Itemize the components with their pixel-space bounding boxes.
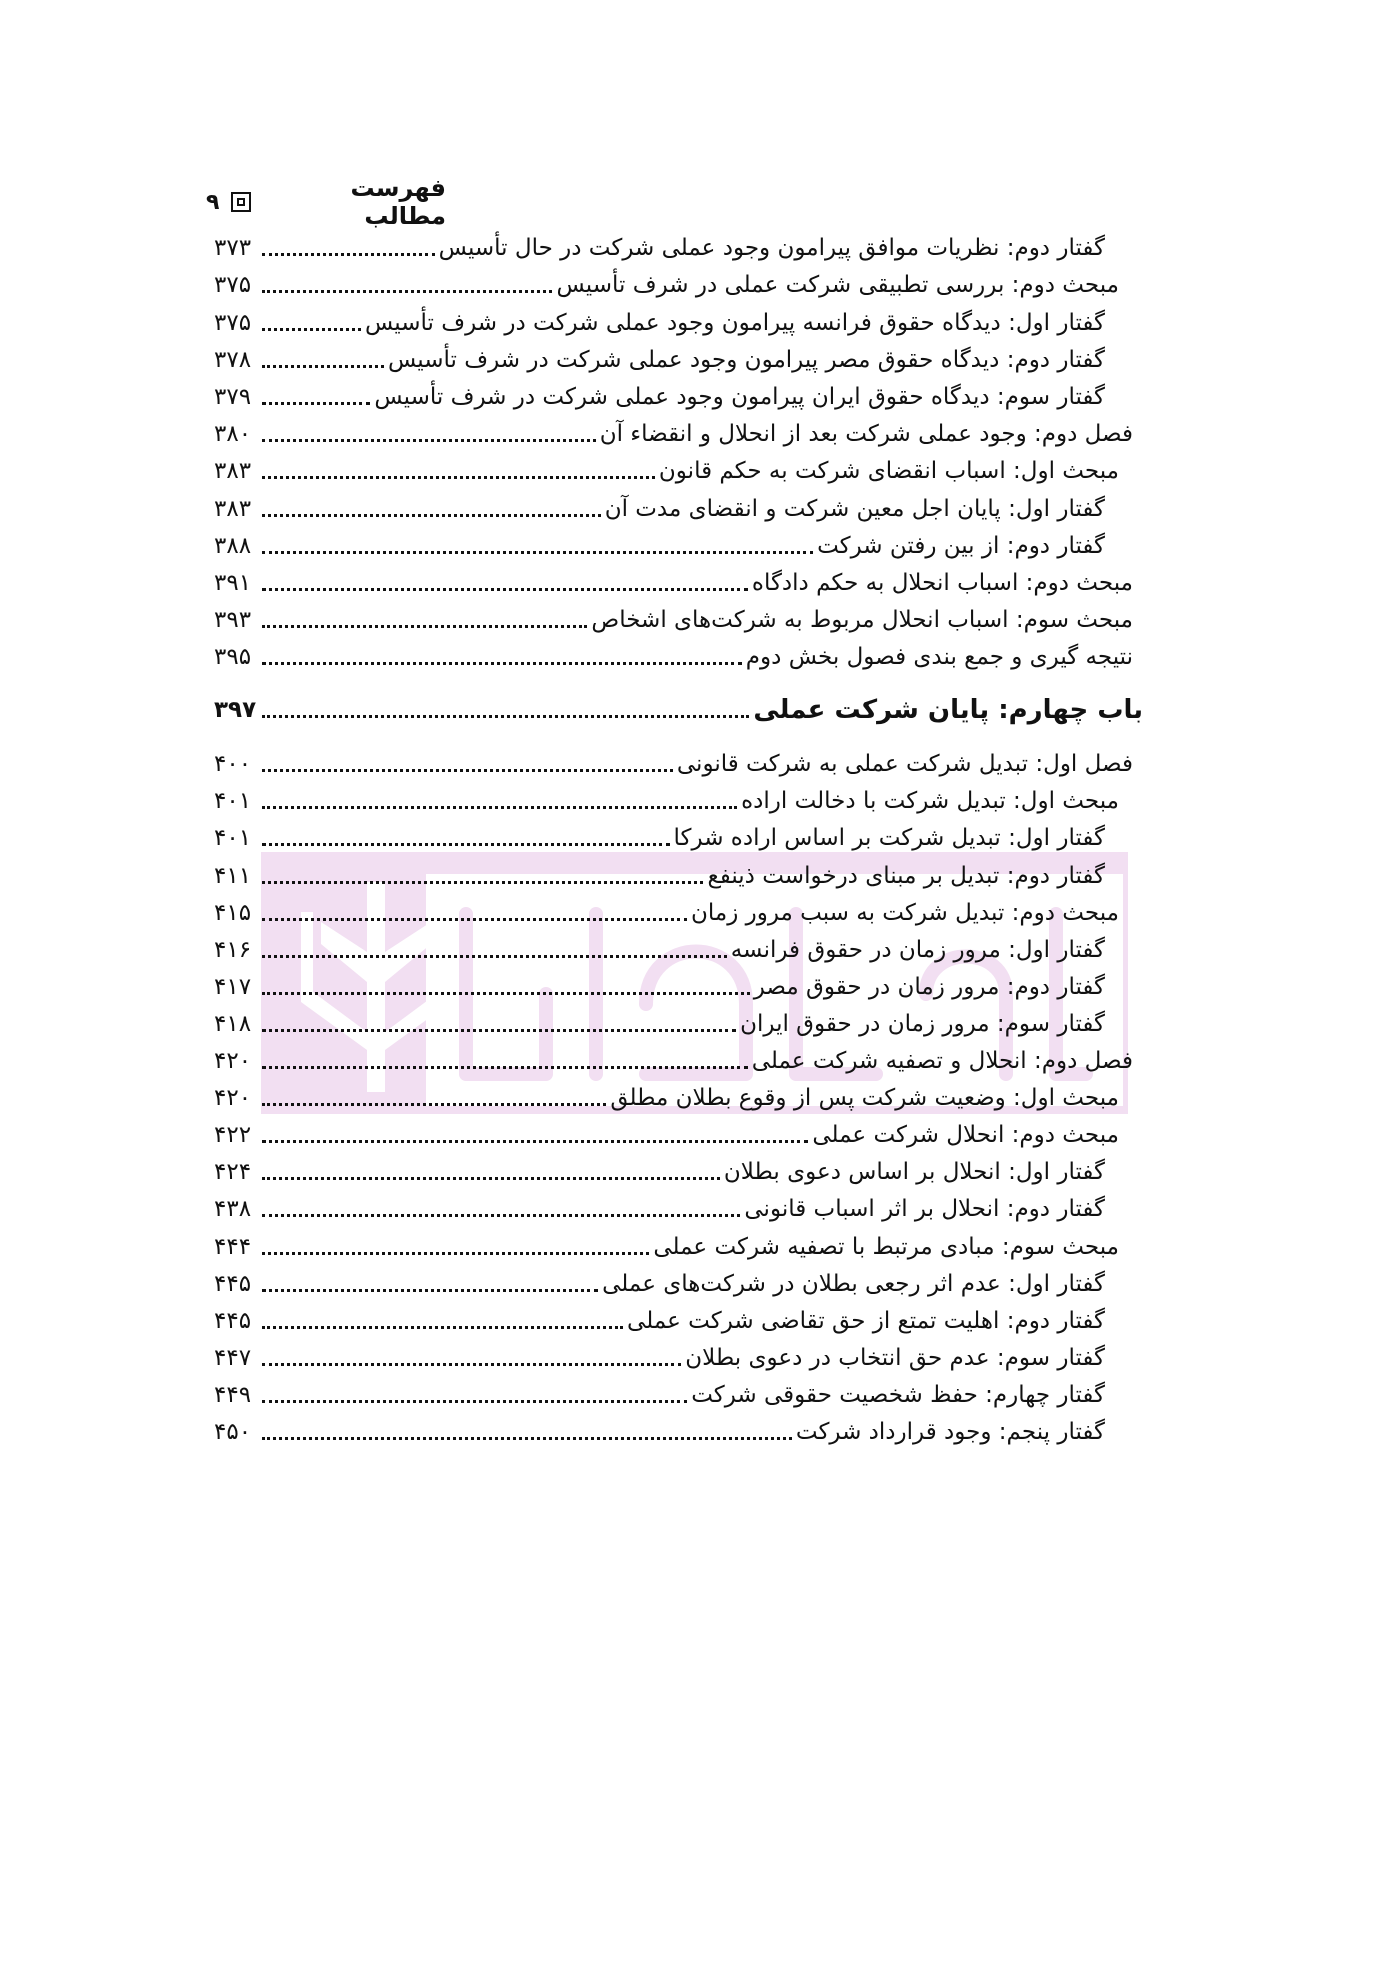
toc-entry[interactable] <box>214 964 1133 1002</box>
toc-entry-page: ۴۴۷ <box>214 1345 252 1371</box>
dot-leader <box>262 843 670 846</box>
toc-entry[interactable] <box>214 1261 1133 1299</box>
toc-entry-page: ۴۱۷ <box>214 974 252 1000</box>
toc-entry[interactable] <box>214 890 1133 928</box>
toc-entry[interactable] <box>214 778 1133 816</box>
toc-entry-page: ۳۹۵ <box>214 644 252 670</box>
toc-entry-page: ۳۷۳ <box>214 235 252 261</box>
toc-entry[interactable] <box>214 262 1133 300</box>
header-page-number: ۹ <box>206 189 220 215</box>
toc-entry[interactable] <box>214 337 1133 375</box>
toc-entry[interactable] <box>214 411 1133 449</box>
toc-entry-title: گفتار اول: تبدیل شرکت بر اساس اراده شرکا <box>673 825 1105 851</box>
toc-entry-page: ۳۸۳ <box>214 496 252 522</box>
dot-leader <box>262 290 552 293</box>
dot-leader <box>262 769 673 772</box>
toc-entry[interactable] <box>214 927 1133 965</box>
toc-entry-page: ۳۹۱ <box>214 570 252 596</box>
toc-entry-page: ۴۴۹ <box>214 1382 252 1408</box>
dot-leader <box>262 881 703 884</box>
toc-entry[interactable] <box>214 1186 1133 1224</box>
toc-entry[interactable] <box>214 225 1133 263</box>
toc-entry-title: مبحث دوم: اسباب انحلال به حکم دادگاه <box>751 570 1133 596</box>
toc-entry-page: ۳۸۳ <box>214 458 252 484</box>
toc-entry-title: گفتار اول: دیدگاه حقوق فرانسه پیرامون وجود عملی شرکت در شرف تأسیس <box>364 310 1105 336</box>
dot-leader <box>262 253 435 256</box>
toc-entry[interactable] <box>214 1001 1133 1039</box>
dot-leader <box>262 1326 623 1329</box>
toc-entry[interactable] <box>214 1075 1133 1113</box>
toc-entry-page: ۴۳۸ <box>214 1196 252 1222</box>
toc-entry-title: گفتار دوم: اهلیت تمتع از حق تقاضی شرکت عملی <box>627 1308 1105 1334</box>
toc-entry[interactable] <box>214 1335 1133 1373</box>
running-header <box>206 174 446 230</box>
toc-entry[interactable] <box>214 1409 1133 1447</box>
toc-entry-page: ۳۷۹ <box>214 384 252 410</box>
toc-entry-page: ۳۸۸ <box>214 533 252 559</box>
dot-leader <box>262 1289 598 1292</box>
toc-entry-title: مبحث دوم: بررسی تطبیقی شرکت عملی در شرف تأسیس <box>556 272 1119 298</box>
toc-entry-title: گفتار دوم: نظریات موافق پیرامون وجود عملی شرکت در حال تأسیس <box>438 235 1105 261</box>
toc-entry-title: مبحث دوم: تبدیل شرکت به سبب مرور زمان <box>690 900 1119 926</box>
dot-leader <box>262 365 384 368</box>
dot-leader <box>262 625 587 628</box>
dot-leader <box>262 1363 681 1366</box>
dot-leader <box>262 1103 606 1106</box>
toc-entry-page: ۴۰۱ <box>214 825 252 851</box>
dot-leader <box>262 715 749 718</box>
dot-leader <box>262 1029 736 1032</box>
toc-entry-page: ۳۷۵ <box>214 272 252 298</box>
toc-entry-title: گفتار دوم: دیدگاه حقوق مصر پیرامون وجود عملی شرکت در شرف تأسیس <box>387 347 1105 373</box>
toc-entry-title: مبحث سوم: اسباب انحلال مربوط به شرکت‌های اشخاص <box>591 607 1133 633</box>
toc-entry-page: ۳۷۵ <box>214 310 252 336</box>
toc-entry[interactable] <box>214 815 1133 853</box>
toc-entry-page: ۴۱۸ <box>214 1011 252 1037</box>
toc-entry[interactable] <box>214 1298 1133 1336</box>
toc-entry-title: مبحث اول: اسباب انقضای شرکت به حکم قانون <box>658 458 1119 484</box>
toc-chapter-title: باب چهارم: پایان شرکت عملی <box>753 695 1143 725</box>
toc-entry-page: ۳۷۸ <box>214 347 252 373</box>
dot-leader <box>262 402 370 405</box>
header-title: فهرست مطالب <box>350 174 446 230</box>
toc-entry-title: گفتار اول: مرور زمان در حقوق فرانسه <box>730 937 1105 963</box>
dot-leader <box>262 992 750 995</box>
dot-leader <box>262 1252 649 1255</box>
dot-leader <box>262 806 737 809</box>
toc-entry-title: گفتار اول: پایان اجل معین شرکت و انقضای مدت آن <box>604 496 1105 522</box>
toc-entry-title: گفتار اول: عدم اثر رجعی بطلان در شرکت‌های عملی <box>602 1271 1105 1297</box>
toc-entry-title: مبحث اول: وضعیت شرکت پس از وقوع بطلان مطلق <box>610 1085 1119 1111</box>
toc-entry-title: مبحث اول: تبدیل شرکت با دخالت اراده <box>741 788 1119 814</box>
dot-leader <box>262 1214 740 1217</box>
toc-entry-page: ۴۱۵ <box>214 900 252 926</box>
toc-entry[interactable] <box>214 523 1133 561</box>
toc-entry-title: گفتار سوم: عدم حق انتخاب در دعوی بطلان <box>685 1345 1105 1371</box>
toc-entry[interactable] <box>214 560 1133 598</box>
toc-entry-title: فصل دوم: انحلال و تصفیه شرکت عملی <box>751 1048 1133 1074</box>
toc-entry-title: گفتار دوم: مرور زمان در حقوق مصر <box>753 974 1105 1000</box>
toc-entry[interactable] <box>214 486 1133 524</box>
toc-entry[interactable] <box>214 448 1133 486</box>
dot-leader <box>262 1437 792 1440</box>
dot-leader <box>262 439 596 442</box>
dot-leader <box>262 551 813 554</box>
toc-entry-page: ۴۲۰ <box>214 1048 252 1074</box>
toc-entry[interactable] <box>214 853 1133 891</box>
toc-entry[interactable] <box>214 1372 1133 1410</box>
dot-leader <box>262 662 742 665</box>
toc-entry-page: ۴۰۰ <box>214 751 252 777</box>
dot-leader <box>262 1400 687 1403</box>
toc-entry-page: ۴۲۰ <box>214 1085 252 1111</box>
toc-entry[interactable] <box>214 741 1133 779</box>
toc-entry-page: ۴۱۱ <box>214 863 252 889</box>
toc-entry-page: ۴۰۱ <box>214 788 252 814</box>
toc-entry-page: ۴۵۰ <box>214 1419 252 1445</box>
toc-entry-title: گفتار سوم: مرور زمان در حقوق ایران <box>740 1011 1105 1037</box>
toc-entry[interactable] <box>214 1224 1133 1262</box>
toc-entry[interactable] <box>214 1038 1133 1076</box>
dot-leader <box>262 514 601 517</box>
toc-entry-title: نتیجه گیری و جمع بندی فصول بخش دوم <box>745 644 1133 670</box>
square-in-square-icon <box>231 192 251 212</box>
toc-entry[interactable] <box>214 1112 1133 1150</box>
toc-entry-page: ۴۴۴ <box>214 1234 252 1260</box>
toc-chapter-entry[interactable] <box>214 687 1143 725</box>
dot-leader <box>262 588 748 591</box>
toc-entry-title: گفتار دوم: از بین رفتن شرکت <box>817 533 1105 559</box>
toc-entry-page: ۴۱۶ <box>214 937 252 963</box>
toc-entry-page: ۴۲۴ <box>214 1159 252 1185</box>
toc-entry-page: ۴۲۲ <box>214 1122 252 1148</box>
toc-entry-page: ۴۴۵ <box>214 1308 252 1334</box>
toc-entry[interactable] <box>214 634 1133 672</box>
toc-entry-page: ۳۸۰ <box>214 421 252 447</box>
dot-leader <box>262 328 361 331</box>
dot-leader <box>262 1140 808 1143</box>
toc-entry-page: ۳۹۳ <box>214 607 252 633</box>
toc-entry[interactable] <box>214 374 1133 412</box>
toc-entry-title: گفتار دوم: انحلال بر اثر اسباب قانونی <box>744 1196 1105 1222</box>
toc-entry[interactable] <box>214 597 1133 635</box>
toc-entry-title: گفتار پنجم: وجود قرارداد شرکت <box>795 1419 1105 1445</box>
dot-leader <box>262 476 655 479</box>
dot-leader <box>262 1177 720 1180</box>
toc-entry-title: فصل اول: تبدیل شرکت عملی به شرکت قانونی <box>676 751 1133 777</box>
toc-entry[interactable] <box>214 1149 1133 1187</box>
toc-entry-title: گفتار چهارم: حفظ شخصیت حقوقی شرکت <box>691 1382 1105 1408</box>
toc-entry-title: مبحث دوم: انحلال شرکت عملی <box>812 1122 1119 1148</box>
toc-entry[interactable] <box>214 300 1133 338</box>
toc-entry-page: ۴۴۵ <box>214 1271 252 1297</box>
toc-entry-title: مبحث سوم: مبادی مرتبط با تصفیه شرکت عملی <box>653 1234 1119 1260</box>
toc-entry-title: گفتار دوم: تبدیل بر مبنای درخواست ذینفع <box>707 863 1105 889</box>
toc-entry-title: گفتار اول: انحلال بر اساس دعوی بطلان <box>723 1159 1105 1185</box>
dot-leader <box>262 1066 748 1069</box>
toc-entry-title: گفتار سوم: دیدگاه حقوق ایران پیرامون وجود عملی شرکت در شرف تأسیس <box>374 384 1105 410</box>
toc-entry-title: فصل دوم: وجود عملی شرکت بعد از انحلال و انقضاء آن <box>599 421 1133 447</box>
dot-leader <box>262 955 727 958</box>
dot-leader <box>262 918 687 921</box>
toc-entry-page: ۳۹۷ <box>214 697 257 723</box>
